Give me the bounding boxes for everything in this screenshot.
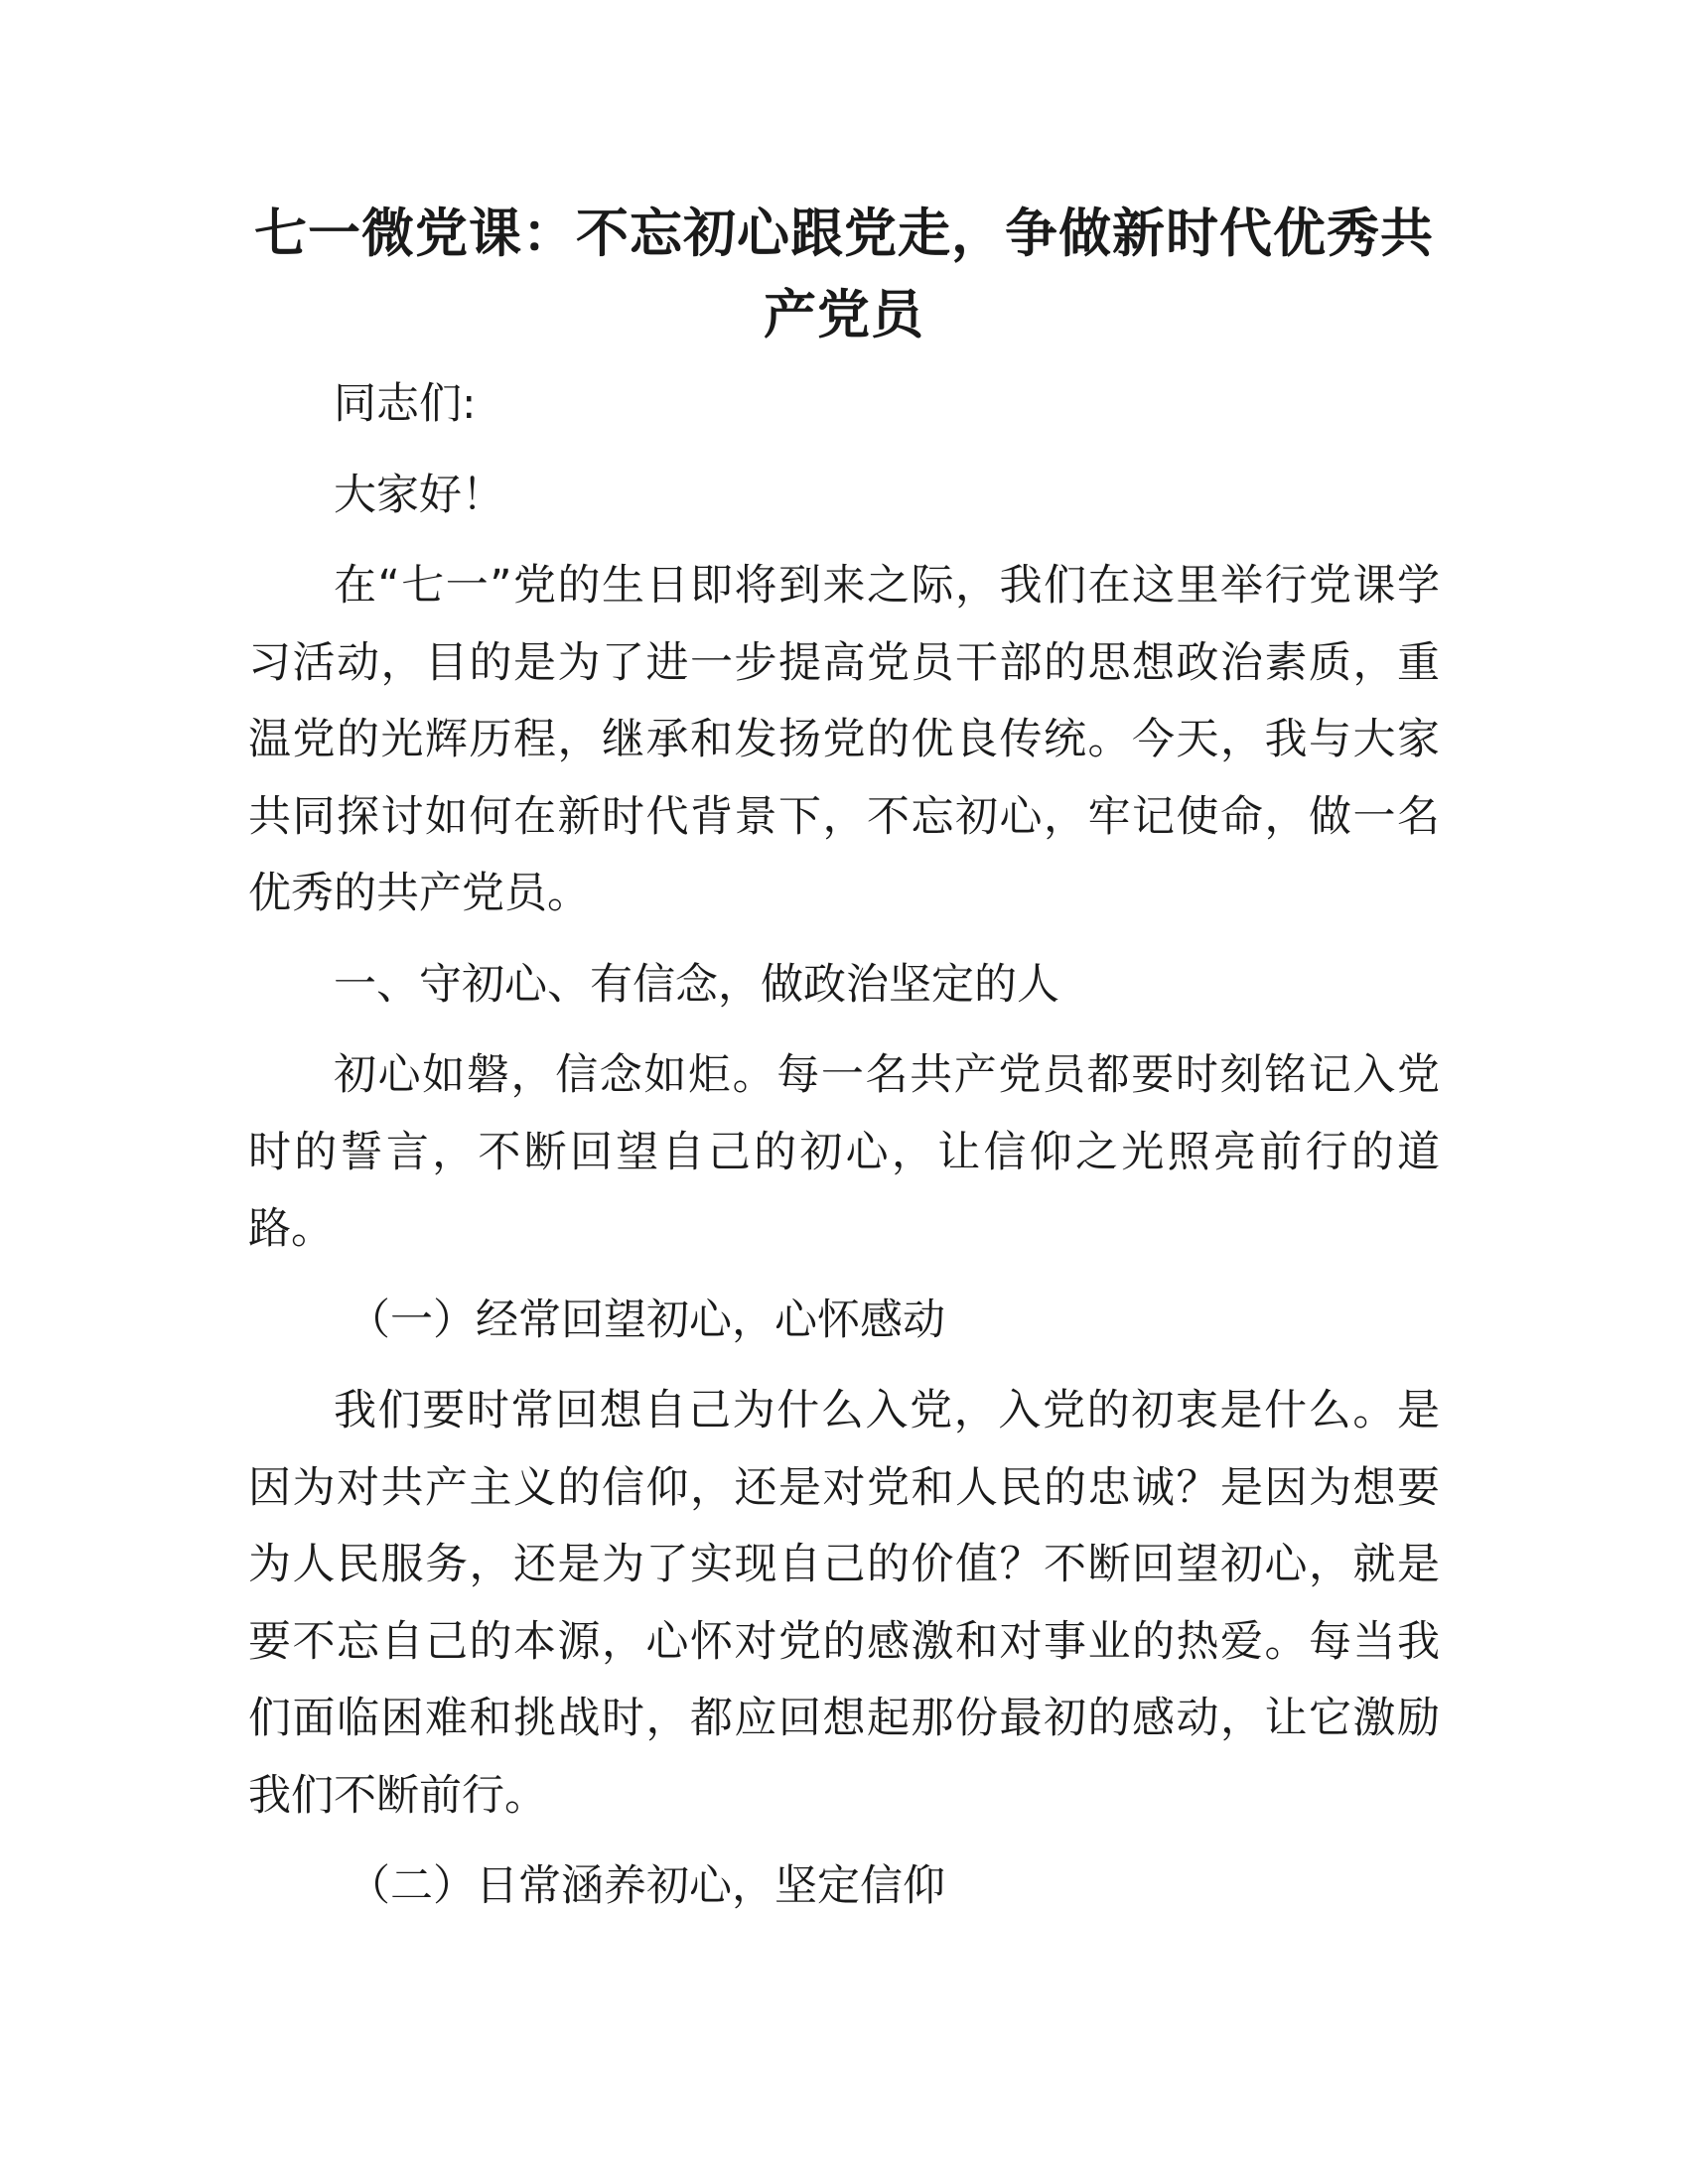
page-title: 七一微党课：不忘初心跟党走，争做新时代优秀共产党员 — [254, 204, 1434, 345]
salutation: 同志们: — [334, 379, 477, 429]
body-paragraph: 初心如磐，信念如炬。每一名共产党员都要时刻铭记入党时的誓言，不断回望自己的初心，让信仰之光照亮前行的道路。 — [248, 1050, 1440, 1254]
intro-paragraph: 在“七一”党的生日即将到来之际，我们在这里举行党课学习活动，目的是为了进一步提高党员干部的思想政治素质，重温党的光辉历程，继承和发扬党的优良传统。今天，我与大家共同探讨如何在新时代背景下，不忘初心，牢记使命，做一名优秀的共产党员。 — [248, 561, 1440, 918]
greeting: 大家好！ — [334, 470, 504, 520]
body-paragraph: 我们要时常回想自己为什么入党，入党的初衷是什么。是因为对共产主义的信仰，还是对党和人民的忠诚？是因为想要为人民服务，还是为了实现自己的价值？不断回望初心，就是要不忘自己的本源，心怀对党的感激和对事业的热爱。每当我们面临困难和挑战时，都应回想起那份最初的感动，让它激励我们不断前行。 — [248, 1386, 1440, 1821]
subsection-heading-1: （一）经常回望初心，心怀感动 — [348, 1295, 945, 1345]
subsection-heading-2: （二）日常涵养初心，坚定信仰 — [348, 1861, 945, 1911]
section-heading-1: 一、守初心、有信念，做政治坚定的人 — [334, 959, 1059, 1010]
